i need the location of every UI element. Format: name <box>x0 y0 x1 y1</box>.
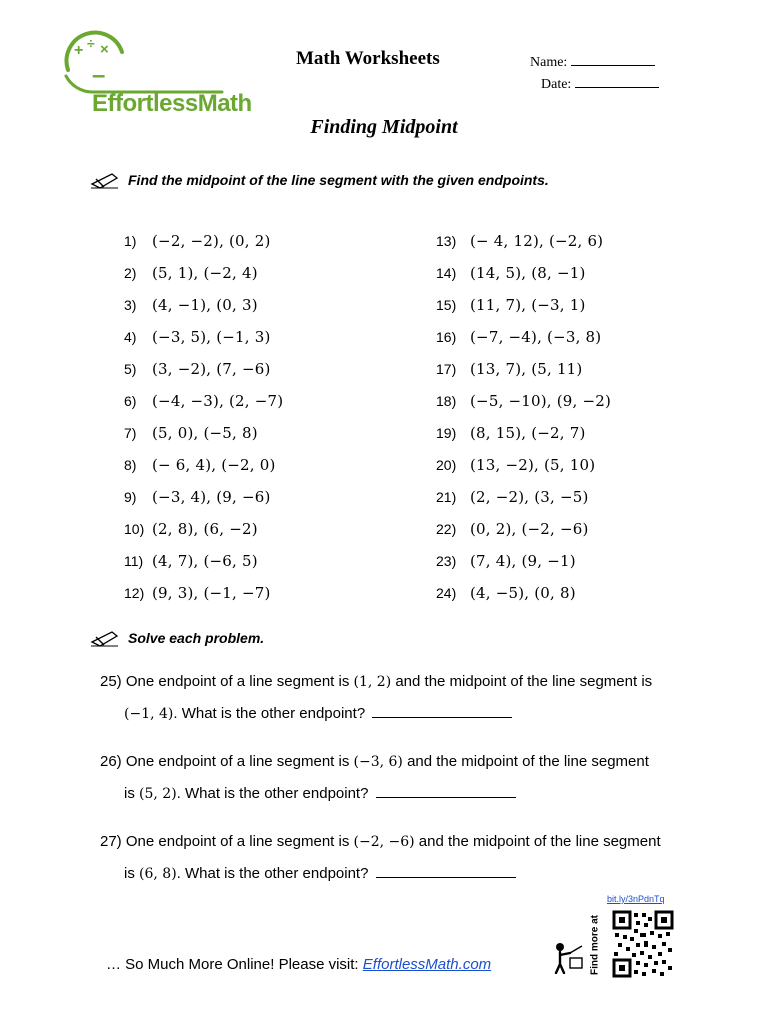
problem-expression: (4, −1), (0, 3) <box>152 296 258 314</box>
date-label: Date: <box>541 77 572 92</box>
problem-item <box>436 353 611 385</box>
problem-item <box>436 449 611 481</box>
instruction-2 <box>90 628 264 648</box>
word-problem-question: . What is the other endpoint? <box>173 705 366 722</box>
problem-item <box>124 417 283 449</box>
problem-number: 6) <box>124 393 137 409</box>
answer-blank[interactable] <box>372 704 512 718</box>
header-title: Math Worksheets <box>296 48 440 69</box>
problem-number: 3) <box>124 297 137 313</box>
find-more-text: Find more at <box>589 914 601 976</box>
svg-text:+: + <box>74 42 84 59</box>
problem-number: 17) <box>436 361 457 377</box>
problem-number: 12) <box>124 585 145 601</box>
problem-number: 15) <box>436 297 457 313</box>
given-midpoint: (5, 2) <box>139 786 177 802</box>
problem-expression: (0, 2), (−2, −6) <box>470 520 589 538</box>
word-problem-27 <box>100 826 690 890</box>
given-endpoint: (1, 2) <box>353 674 392 690</box>
name-blank[interactable] <box>571 54 655 66</box>
logo-wordmark: EffortlessMath <box>92 90 252 117</box>
problem-number: 21) <box>436 489 457 505</box>
word-problem-number: 26) <box>100 753 122 770</box>
find-more-label <box>585 905 605 985</box>
problem-number: 5) <box>124 361 137 377</box>
date-field[interactable] <box>541 76 659 93</box>
given-midpoint: (−1, 4) <box>124 706 174 722</box>
word-problem-text: and the midpoint of the line segment <box>407 753 649 770</box>
problem-number: 9) <box>124 489 137 505</box>
problem-item <box>436 225 611 257</box>
problem-item <box>124 449 283 481</box>
name-label: Name: <box>530 55 568 70</box>
problem-item <box>124 513 283 545</box>
answer-blank[interactable] <box>376 864 516 878</box>
problem-item <box>436 513 611 545</box>
word-problem-question: . What is the other endpoint? <box>176 865 369 882</box>
problem-item <box>436 321 611 353</box>
problem-number: 10) <box>124 521 145 537</box>
problem-item <box>436 289 611 321</box>
problem-item <box>124 385 283 417</box>
problem-item <box>124 353 283 385</box>
problem-expression: (8, 15), (−2, 7) <box>470 424 586 442</box>
problem-item <box>124 257 283 289</box>
word-problem-text: and the midpoint of the line segment <box>418 833 661 850</box>
word-problem-text: is <box>124 865 135 882</box>
problem-item <box>436 481 611 513</box>
problem-expression: (−5, −10), (9, −2) <box>470 392 612 410</box>
problem-number: 24) <box>436 585 457 601</box>
word-problem-26 <box>100 746 690 810</box>
word-problem-text: and the midpoint of the line segment is <box>395 673 653 690</box>
given-endpoint: (−2, −6) <box>353 834 415 850</box>
problem-number: 8) <box>124 457 137 473</box>
pencil-paper-icon <box>90 170 120 190</box>
problem-expression: (2, 8), (6, −2) <box>152 520 258 538</box>
problem-number: 7) <box>124 425 137 441</box>
problem-item <box>436 385 611 417</box>
given-midpoint: (6, 8) <box>139 866 177 882</box>
problem-expression: (13, −2), (5, 10) <box>470 456 596 474</box>
problem-expression: (4, −5), (0, 8) <box>470 584 576 602</box>
problem-item <box>436 577 611 609</box>
answer-blank[interactable] <box>376 784 516 798</box>
problem-expression: (7, 4), (9, −1) <box>470 552 576 570</box>
problem-expression: (−7, −4), (−3, 8) <box>470 328 602 346</box>
problem-expression: (−4, −3), (2, −7) <box>152 392 284 410</box>
qr-code-icon[interactable] <box>612 910 674 978</box>
word-problem-question: . What is the other endpoint? <box>176 785 369 802</box>
problem-expression: (2, −2), (3, −5) <box>470 488 589 506</box>
problem-number: 14) <box>436 265 457 281</box>
problem-expression: (14, 5), (8, −1) <box>470 264 586 282</box>
word-problem-text: One endpoint of a line segment is <box>125 753 350 770</box>
problem-expression: (−3, 5), (−1, 3) <box>152 328 271 346</box>
footer-promo-text: … So Much More Online! Please visit: <box>106 956 359 973</box>
word-problem-text: is <box>124 785 135 802</box>
problems-right-column <box>436 225 611 609</box>
problem-expression: (4, 7), (−6, 5) <box>152 552 258 570</box>
svg-text:÷: ÷ <box>87 35 95 51</box>
problem-number: 2) <box>124 265 137 281</box>
short-link[interactable]: bit.ly/3nPdnTq <box>607 894 665 904</box>
problem-expression: (−3, 4), (9, −6) <box>152 488 271 506</box>
problem-number: 19) <box>436 425 457 441</box>
problem-number: 16) <box>436 329 457 345</box>
problem-number: 20) <box>436 457 457 473</box>
word-problem-number: 25) <box>100 673 122 690</box>
instruction-1 <box>90 170 549 190</box>
problem-number: 23) <box>436 553 457 569</box>
problem-number: 1) <box>124 233 137 249</box>
word-problem-number: 27) <box>100 833 122 850</box>
problem-expression: (5, 0), (−5, 8) <box>152 424 258 442</box>
problem-number: 13) <box>436 233 457 249</box>
problem-expression: (−2, −2), (0, 2) <box>152 232 271 250</box>
worksheet-title: Finding Midpoint <box>310 116 458 138</box>
effortlessmath-logo: + ÷ × –EffortlessMath <box>62 30 247 94</box>
problem-item <box>436 417 611 449</box>
problem-expression: (13, 7), (5, 11) <box>470 360 583 378</box>
svg-text:×: × <box>100 41 109 58</box>
teacher-icon <box>550 940 584 978</box>
effortlessmath-link[interactable]: EffortlessMath.com <box>362 956 492 973</box>
problem-item <box>124 289 283 321</box>
name-field[interactable] <box>530 54 655 71</box>
problem-expression: (− 4, 12), (−2, 6) <box>470 232 604 250</box>
problem-expression: (5, 1), (−2, 4) <box>152 264 258 282</box>
instruction-1-text: Find the midpoint of the line segment with the given endpoints. <box>128 172 549 188</box>
problem-number: 22) <box>436 521 457 537</box>
footer-promo <box>106 956 491 973</box>
problem-expression: (− 6, 4), (−2, 0) <box>152 456 276 474</box>
date-blank[interactable] <box>575 76 659 88</box>
problem-item <box>436 257 611 289</box>
problem-number: 18) <box>436 393 457 409</box>
instruction-2-text: Solve each problem. <box>128 630 265 646</box>
problems-left-column <box>124 225 283 609</box>
word-problem-25 <box>100 666 690 730</box>
problem-expression: (9, 3), (−1, −7) <box>152 584 271 602</box>
word-problem-text: One endpoint of a line segment is <box>125 833 350 850</box>
given-endpoint: (−3, 6) <box>353 754 403 770</box>
pencil-paper-icon <box>90 628 120 648</box>
word-problem-text: One endpoint of a line segment is <box>125 673 350 690</box>
problem-expression: (11, 7), (−3, 1) <box>470 296 586 314</box>
problem-item <box>124 577 283 609</box>
problem-item <box>124 225 283 257</box>
problem-expression: (3, −2), (7, −6) <box>152 360 271 378</box>
problem-item <box>124 545 283 577</box>
problem-item <box>124 321 283 353</box>
problem-number: 11) <box>124 553 144 569</box>
problem-item <box>436 545 611 577</box>
problem-item <box>124 481 283 513</box>
problem-number: 4) <box>124 329 137 345</box>
